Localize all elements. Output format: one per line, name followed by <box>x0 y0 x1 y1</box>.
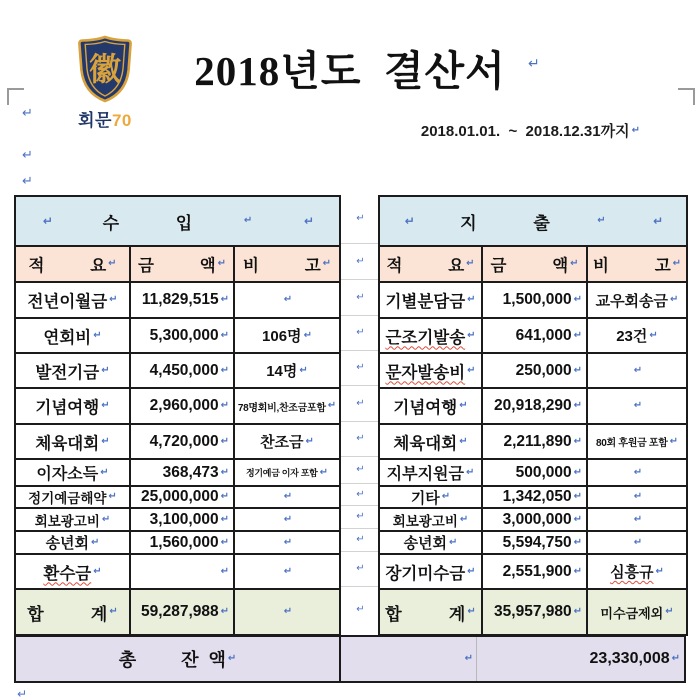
note-cell[interactable]: 80회 후원금 포함 ↵ <box>586 425 686 458</box>
paragraph-mark-icon <box>304 215 314 227</box>
amount-cell[interactable]: 2,211,890 ↵ <box>481 425 586 458</box>
row-label-cell[interactable]: 회보광고비 ↵ <box>380 509 481 530</box>
row-label-cell[interactable]: 체육대회 ↵ <box>16 425 129 458</box>
paragraph-mark-icon <box>218 259 226 269</box>
paragraph-mark-icon <box>221 538 229 548</box>
amount-cell[interactable]: 5,300,000 ↵ <box>129 319 233 352</box>
note-cell[interactable] <box>586 487 686 507</box>
note-cell[interactable] <box>233 487 339 507</box>
paragraph-mark-icon <box>574 567 582 577</box>
paragraph-mark-icon <box>221 401 229 411</box>
paragraph-mark-icon <box>634 468 642 478</box>
total-label-cell[interactable]: 합 계 ↵ <box>16 590 129 634</box>
paragraph-mark-icon <box>665 607 673 617</box>
paragraph-mark-icon <box>108 492 116 502</box>
date-range[interactable] <box>390 120 640 141</box>
total-label-cell[interactable]: 합 계 ↵ <box>380 590 481 634</box>
paragraph-mark-icon: ↵ <box>22 173 33 188</box>
paragraph-mark-icon <box>284 295 292 305</box>
paragraph-mark-icon <box>634 401 642 411</box>
paragraph-mark-icon <box>284 515 292 525</box>
col-header-amount[interactable]: 금 액 ↵ <box>129 247 233 281</box>
paragraph-mark-icon <box>109 607 117 617</box>
paragraph-mark-icon <box>109 295 117 305</box>
paragraph-mark-icon <box>221 492 229 502</box>
row-label-cell[interactable]: 문자발송비 ↵ <box>380 354 481 387</box>
paragraph-mark-icon <box>221 366 229 376</box>
paragraph-mark-icon <box>459 401 467 411</box>
income-column-header-row <box>16 245 339 281</box>
paragraph-mark-icon <box>632 126 640 136</box>
note-cell[interactable]: 정기예금 이자 포함 ↵ <box>233 460 339 485</box>
paragraph-mark-icon <box>467 567 475 577</box>
paragraph-mark-icon <box>43 215 53 227</box>
paragraph-mark-icon <box>574 437 582 447</box>
table-row <box>380 530 686 553</box>
row-label-cell[interactable]: 송년회 ↵ <box>380 532 481 553</box>
paragraph-mark-icon <box>221 567 229 577</box>
amount-cell[interactable]: 4,450,000 ↵ <box>129 354 233 387</box>
table-row <box>380 458 686 485</box>
amount-cell[interactable]: 2,551,900 ↵ <box>481 555 586 588</box>
paragraph-mark-icon <box>649 331 657 341</box>
paragraph-mark-icon <box>93 567 101 577</box>
logo-glyph: 徽 <box>88 51 122 87</box>
note-cell[interactable] <box>586 389 686 423</box>
page-boundary-corner-icon <box>678 88 695 105</box>
note-cell[interactable]: 23건 ↵ <box>586 319 686 352</box>
paragraph-mark-icon <box>108 259 116 269</box>
table-row <box>380 423 686 458</box>
paragraph-mark-icon <box>356 363 364 373</box>
amount-cell[interactable]: 1,500,000 ↵ <box>481 283 586 317</box>
paragraph-mark-icon <box>449 538 457 548</box>
amount-cell[interactable]: 500,000 ↵ <box>481 460 586 485</box>
paragraph-mark-icon <box>634 538 642 548</box>
paragraph-mark-icon <box>574 295 582 305</box>
paragraph-mark-icon: ↵ <box>22 105 33 120</box>
paragraph-mark-icon <box>574 515 582 525</box>
paragraph-mark-icon <box>574 492 582 502</box>
paragraph-mark-icon <box>221 331 229 341</box>
expense-column-header-row <box>380 245 686 281</box>
table-row <box>380 553 686 588</box>
table-row <box>16 387 339 423</box>
note-cell[interactable]: 교우회송금 ↵ <box>586 283 686 317</box>
paragraph-mark-icon <box>221 515 229 525</box>
paragraph-mark-icon <box>101 366 109 376</box>
expense-title-row <box>380 197 686 245</box>
logo-caption: 회문70 <box>78 111 132 130</box>
row-label-cell[interactable]: 기별분담금 ↵ <box>380 283 481 317</box>
paragraph-mark-icon <box>100 468 108 478</box>
note-cell[interactable] <box>586 509 686 530</box>
paragraph-mark-icon <box>574 401 582 411</box>
paragraph-mark-icon <box>306 437 314 447</box>
paragraph-mark-icon <box>460 515 468 525</box>
paragraph-mark-icon <box>356 214 364 224</box>
paragraph-mark-icon <box>656 567 664 577</box>
paragraph-mark-icon <box>356 399 364 409</box>
table-row <box>16 458 339 485</box>
note-cell[interactable] <box>233 509 339 530</box>
table-row <box>380 507 686 530</box>
income-title: 수 입 <box>102 213 193 233</box>
note-cell[interactable]: 심흥규 ↵ <box>586 555 686 588</box>
amount-cell[interactable]: 368,473 ↵ <box>129 460 233 485</box>
amount-cell[interactable]: 250,000 ↵ <box>481 354 586 387</box>
paragraph-mark-icon <box>467 331 475 341</box>
paragraph-mark-icon <box>442 492 450 502</box>
paragraph-mark-icon <box>320 468 328 478</box>
col-header-note[interactable]: 비 고 ↵ <box>586 247 686 281</box>
row-label-cell[interactable]: 연회비 ↵ <box>16 319 129 352</box>
amount-cell[interactable]: 11,829,515 ↵ <box>129 283 233 317</box>
paragraph-mark-icon <box>221 607 229 617</box>
paragraph-mark-icon <box>284 567 292 577</box>
expense-title-cell[interactable] <box>380 197 686 245</box>
table-row <box>16 281 339 317</box>
row-label-cell[interactable]: 근조기발송 ↵ <box>380 319 481 352</box>
income-title-row <box>16 197 339 245</box>
amount-cell[interactable]: 5,594,750 ↵ <box>481 532 586 553</box>
paragraph-mark-icon <box>323 259 331 269</box>
note-cell[interactable] <box>233 555 339 588</box>
note-cell[interactable] <box>233 283 339 317</box>
shield-icon <box>74 34 136 104</box>
paragraph-mark-icon <box>356 490 364 500</box>
paragraph-mark-icon <box>356 564 364 574</box>
paragraph-mark-icon <box>653 215 663 227</box>
paragraph-mark-icon <box>670 295 678 305</box>
paragraph-mark-icon <box>405 215 415 227</box>
row-label-cell[interactable]: 정기예금해약 ↵ <box>16 487 129 507</box>
paragraph-mark-icon <box>284 492 292 502</box>
paragraph-mark-icon <box>634 515 642 525</box>
note-cell[interactable]: 106명 ↵ <box>233 319 339 352</box>
income-table <box>14 195 341 636</box>
col-header-desc[interactable]: 적 요 ↵ <box>16 247 129 281</box>
table-row <box>16 317 339 352</box>
expense-title: 지 출 <box>460 213 550 233</box>
paragraph-mark-icon <box>356 257 364 267</box>
table-row <box>16 485 339 507</box>
table-row <box>16 553 339 588</box>
table-row <box>380 281 686 317</box>
paragraph-mark-icon <box>467 295 475 305</box>
paragraph-mark-icon <box>467 366 475 376</box>
table-row <box>16 530 339 553</box>
row-label-cell[interactable]: 전년이월금 ↵ <box>16 283 129 317</box>
paragraph-mark-icon <box>673 259 681 269</box>
table-row <box>380 352 686 387</box>
row-label-cell[interactable]: 환수금 ↵ <box>16 555 129 588</box>
paragraph-mark-icon <box>356 293 364 303</box>
table-row <box>16 423 339 458</box>
page-boundary-corner-icon <box>7 88 24 105</box>
table-gap-column <box>341 195 378 636</box>
paragraph-mark-icon <box>672 654 680 664</box>
col-header-desc[interactable]: 적 요 ↵ <box>380 247 481 281</box>
paragraph-mark-icon <box>467 607 475 617</box>
paragraph-mark-icon <box>466 259 474 269</box>
amount-cell[interactable]: 3,100,000 ↵ <box>129 509 233 530</box>
paragraph-mark-icon <box>597 216 605 226</box>
page-title[interactable]: 2018년도 결산서 <box>194 48 506 94</box>
paragraph-mark-icon <box>465 654 473 664</box>
total-amount-cell[interactable]: 59,287,988 ↵ <box>129 590 233 634</box>
balance-empty-cell[interactable] <box>341 637 477 681</box>
note-cell[interactable] <box>586 532 686 553</box>
row-label-cell[interactable]: 이자소득 ↵ <box>16 460 129 485</box>
table-row <box>380 387 686 423</box>
amount-cell[interactable]: 4,720,000 ↵ <box>129 425 233 458</box>
paragraph-mark-icon <box>670 437 678 447</box>
row-label-cell[interactable]: 회보광고비 ↵ <box>16 509 129 530</box>
total-note-cell[interactable] <box>233 590 339 634</box>
note-cell[interactable]: 찬조금 ↵ <box>233 425 339 458</box>
row-label-cell[interactable]: 기념여행 ↵ <box>16 389 129 423</box>
club-shield-logo <box>74 34 136 109</box>
note-cell[interactable]: 14명 ↵ <box>233 354 339 387</box>
paragraph-mark-icon <box>466 468 474 478</box>
paragraph-mark-icon <box>356 535 364 545</box>
row-label-cell[interactable]: 기타 ↵ <box>380 487 481 507</box>
amount-cell[interactable]: 3,000,000 ↵ <box>481 509 586 530</box>
paragraph-mark-icon <box>284 607 292 617</box>
paragraph-mark-icon <box>93 331 101 341</box>
col-header-amount[interactable]: 금 액 ↵ <box>481 247 586 281</box>
note-cell[interactable]: 78명회비,찬조금포함 ↵ <box>233 389 339 423</box>
row-label-cell[interactable]: 기념여행 ↵ <box>380 389 481 423</box>
paragraph-mark-icon <box>574 468 582 478</box>
paragraph-mark-icon <box>221 468 229 478</box>
paragraph-mark-icon <box>356 328 364 338</box>
paragraph-mark-icon <box>570 259 578 269</box>
expense-table <box>378 195 688 636</box>
paragraph-mark-icon: ↵ <box>528 55 540 71</box>
table-row <box>380 317 686 352</box>
amount-cell[interactable]: 641,000 ↵ <box>481 319 586 352</box>
amount-cell[interactable]: 1,342,050 ↵ <box>481 487 586 507</box>
paragraph-mark-icon <box>459 437 467 447</box>
table-row <box>16 352 339 387</box>
row-label-cell[interactable]: 송년회 ↵ <box>16 532 129 553</box>
paragraph-mark-icon <box>574 366 582 376</box>
amount-cell[interactable]: 2,960,000 ↵ <box>129 389 233 423</box>
paragraph-mark-icon <box>356 512 364 522</box>
total-amount-cell[interactable]: 35,957,980 ↵ <box>481 590 586 634</box>
balance-label-cell[interactable]: 총 잔 액 ↵ <box>16 637 341 681</box>
paragraph-mark-icon <box>221 437 229 447</box>
paragraph-mark-icon <box>356 465 364 475</box>
row-label-cell[interactable]: 장기미수금 ↵ <box>380 555 481 588</box>
paragraph-mark-icon <box>634 492 642 502</box>
balance-value-cell[interactable]: 23,330,008 ↵ <box>477 637 684 681</box>
row-label-cell[interactable]: 발전기금 ↵ <box>16 354 129 387</box>
paragraph-mark-icon <box>574 538 582 548</box>
paragraph-mark-icon <box>304 331 312 341</box>
paragraph-mark-icon <box>284 538 292 548</box>
paragraph-mark-icon: ↵ <box>22 147 33 162</box>
paragraph-mark-icon: ↵ <box>17 687 28 700</box>
paragraph-mark-icon <box>356 605 364 615</box>
table-row <box>380 485 686 507</box>
note-cell[interactable] <box>233 532 339 553</box>
paragraph-mark-icon <box>102 515 110 525</box>
income-title-cell[interactable] <box>16 197 339 245</box>
total-note-cell[interactable]: 미수금제외 ↵ <box>586 590 686 634</box>
paragraph-mark-icon <box>221 295 229 305</box>
paragraph-mark-icon <box>228 654 236 664</box>
expense-total-row <box>380 588 686 634</box>
paragraph-mark-icon <box>299 366 307 376</box>
row-label-cell[interactable]: 체육대회 ↵ <box>380 425 481 458</box>
total-balance-row <box>14 635 686 683</box>
row-label-cell[interactable]: 지부지원금 ↵ <box>380 460 481 485</box>
note-cell[interactable] <box>586 460 686 485</box>
amount-cell[interactable] <box>129 555 233 588</box>
amount-cell[interactable]: 25,000,000 ↵ <box>129 487 233 507</box>
paragraph-mark-icon <box>91 538 99 548</box>
amount-cell[interactable]: 20,918,290 ↵ <box>481 389 586 423</box>
income-total-row <box>16 588 339 634</box>
paragraph-mark-icon <box>101 401 109 411</box>
paragraph-mark-icon <box>634 366 642 376</box>
col-header-note[interactable]: 비 고 ↵ <box>233 247 339 281</box>
paragraph-mark-icon <box>101 437 109 447</box>
date-range-text: 2018.01.01. ~ 2018.12.31까지 <box>420 123 630 140</box>
table-row <box>16 507 339 530</box>
paragraph-mark-icon <box>244 216 252 226</box>
paragraph-mark-icon <box>328 401 336 411</box>
note-cell[interactable] <box>586 354 686 387</box>
paragraph-mark-icon <box>356 434 364 444</box>
paragraph-mark-icon <box>574 331 582 341</box>
paragraph-mark-icon <box>574 607 582 617</box>
amount-cell[interactable]: 1,560,000 ↵ <box>129 532 233 553</box>
